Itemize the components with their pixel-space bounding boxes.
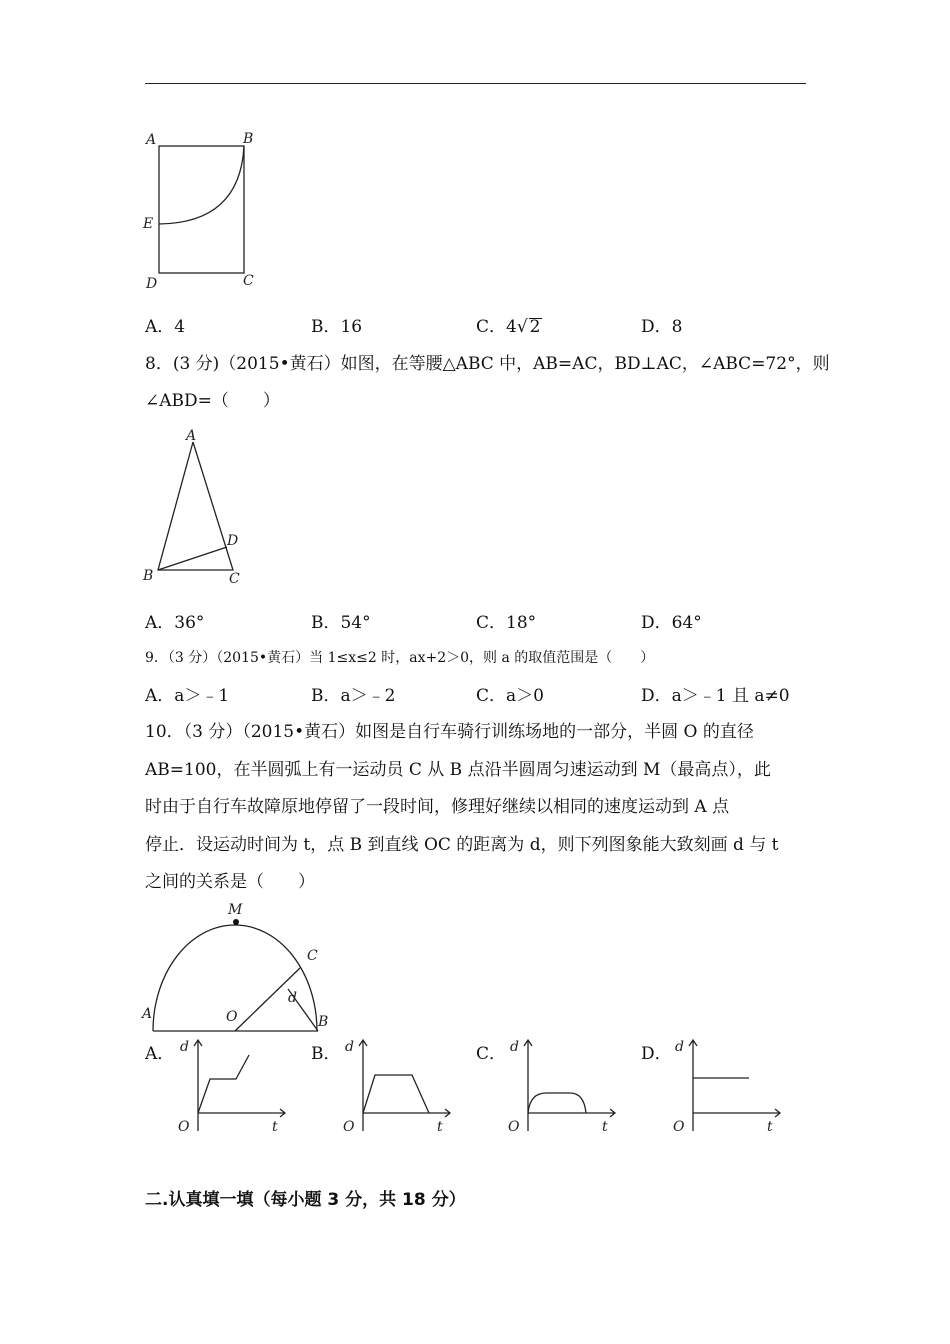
q10-option-c: C． (476, 1044, 507, 1064)
q10-stem-line5: 之间的关系是（ ） (145, 872, 315, 892)
q7-option-c (476, 312, 542, 337)
q7-rectangle-figure (140, 128, 260, 298)
q10-graph-b-origin: O (343, 1119, 355, 1135)
header-rule (145, 83, 806, 84)
q8-label-a: A (186, 428, 197, 444)
q10-graph-d-origin: O (673, 1119, 685, 1135)
q10-graph-b-x-label: t (437, 1119, 443, 1135)
q8-label-b: B (143, 568, 154, 584)
q10-option-d: D． (641, 1044, 672, 1064)
q9-option-c: C．a＞0 (476, 686, 544, 706)
q10-graph-c (502, 1035, 622, 1135)
q10-graph-a-x-label: t (272, 1119, 278, 1135)
q8-option-c: C．18° (476, 613, 537, 633)
q8-triangle-figure (140, 425, 260, 590)
q10-graph-c-y-label: d (510, 1039, 519, 1055)
q10-graph-b (337, 1035, 457, 1135)
q10-stem-line3: 时由于自行车故障原地停留了一段时间，修理好继续以相同的速度运动到 A 点 (145, 797, 730, 817)
q10-semicircle-figure (140, 898, 340, 1028)
q10-stem-line1: 10．（3 分）（2015•黄石）如图是自行车骑行训练场地的一部分，半圆 O 的直径 (145, 722, 754, 742)
q10-label-b: B (318, 1014, 329, 1030)
q10-label-d: d (288, 990, 297, 1006)
q10-stem-line2: AB=100，在半圆弧上有一运动员 C 从 B 点沿半圆周匀速运动到 M（最高点），此 (145, 760, 771, 780)
q8-option-b: B．54° (311, 613, 371, 633)
q10-graph-a-y-label: d (180, 1039, 189, 1055)
q7-label-e: E (143, 216, 154, 232)
q7-option-c-radical: √ (516, 317, 528, 337)
q8-stem-line2: ∠ABD=（ ） (145, 391, 280, 411)
q10-graph-c-x-label: t (602, 1119, 608, 1135)
q10-stem-line4: 停止．设运动时间为 t，点 B 到直线 OC 的距离为 d，则下列图象能大致刻画 d 与 t (145, 835, 779, 855)
q7-option-a: A．4 (145, 317, 186, 337)
q10-graph-a-origin: O (178, 1119, 190, 1135)
q9-option-b: B．a＞﹣2 (311, 686, 396, 706)
q7-option-c-radicand: 2 (529, 317, 541, 337)
q10-label-c: C (307, 948, 318, 964)
q10-graph-d-y-label: d (675, 1039, 684, 1055)
q10-label-o: O (226, 1009, 238, 1025)
q10-graph-c-origin: O (508, 1119, 520, 1135)
q10-graph-b-y-label: d (345, 1039, 354, 1055)
q10-graph-d-x-label: t (767, 1119, 773, 1135)
q10-graph-a (172, 1035, 292, 1135)
q7-option-c-prefix: C．4 (476, 317, 517, 337)
q8-label-d: D (227, 533, 239, 549)
q10-option-b: B． (311, 1044, 341, 1064)
section-2-heading: 二.认真填一填（每小题 3 分，共 18 分） (145, 1190, 466, 1210)
q7-label-b: B (243, 131, 254, 147)
q9-option-a: A．a＞﹣1 (145, 686, 230, 706)
q8-label-c: C (229, 571, 240, 587)
q10-option-a: A． (145, 1044, 175, 1064)
q7-option-b: B．16 (311, 317, 363, 337)
q7-label-c: C (243, 273, 254, 289)
q10-label-m: M (228, 902, 243, 918)
q8-option-d: D．64° (641, 613, 702, 633)
q9-option-d: D．a＞﹣1 且 a≠0 (641, 686, 790, 706)
q10-graph-d (667, 1035, 787, 1135)
q7-label-d: D (146, 276, 158, 292)
q8-stem-line1: 8．(3 分)（2015•黄石）如图，在等腰△ABC 中，AB=AC，BD⊥AC，∠ABC=72°，则 (145, 354, 830, 374)
q8-option-a: A．36° (145, 613, 205, 633)
q7-label-a: A (146, 132, 157, 148)
q9-stem: 9．（3 分）（2015•黄石）当 1≤x≤2 时，ax+2＞0，则 a 的取值范围是（ ） (145, 650, 655, 666)
q7-option-d: D．8 (641, 317, 683, 337)
q10-label-a: A (142, 1006, 153, 1022)
